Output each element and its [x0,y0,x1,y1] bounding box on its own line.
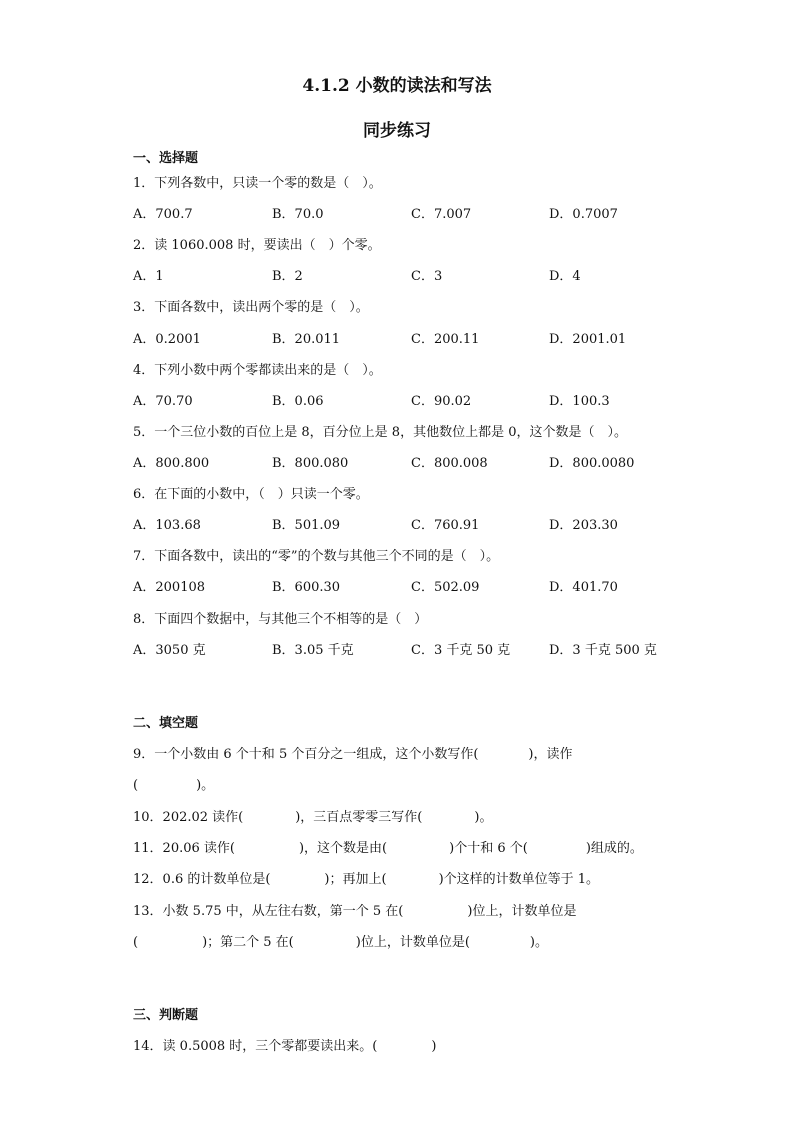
option-d: D．0.7007 [549,207,618,222]
section-heading-judge: 三、判断题 [133,1008,199,1023]
option-a: A．1 [133,269,164,284]
question-5: 5．一个三位小数的百位上是 8，百分位上是 8，其他数位上都是 0，这个数是（ ）。 [133,425,627,440]
question-3: 3．下面各数中，读出两个零的是（ ）。 [133,300,369,315]
question-11: 11．20.06 读作( )，这个数是由( )个十和 6 个( )组成的。 [133,841,643,856]
option-b: B．70.0 [272,207,324,222]
option-d: D．100.3 [549,394,610,409]
options-3 [133,328,733,348]
option-a: A．700.7 [133,207,193,222]
option-d: D．203.30 [549,518,618,533]
question-9-cont: ( )。 [133,778,215,793]
option-a: A．103.68 [133,518,201,533]
options-7 [133,576,733,596]
option-c: C．760.91 [411,518,480,533]
option-d: D．800.0080 [549,456,635,471]
option-a: A．800.800 [133,456,210,471]
question-14: 14．读 0.5008 时，三个零都要读出来。( ) [133,1039,437,1054]
question-13: 13．小数 5.75 中，从左往右数，第一个 5 在( )位上，计数单位是 [133,904,577,919]
option-b: B．3.05 千克 [272,643,354,658]
option-b: B．800.080 [272,456,349,471]
option-b: B．600.30 [272,580,341,595]
question-10: 10．202.02 读作( )，三百点零零三写作( )。 [133,810,493,825]
question-2: 2．读 1060.008 时，要读出（ ）个零。 [133,238,381,253]
option-a: A．200108 [133,580,206,595]
option-c: C．3 [411,269,443,284]
section-heading-choice: 一、选择题 [133,151,199,166]
section-heading-fill: 二、填空题 [133,716,199,731]
question-8: 8．下面四个数据中，与其他三个不相等的是（ ） [133,612,428,627]
option-d: D．2001.01 [549,332,627,347]
option-a: A．70.70 [133,394,193,409]
question-4: 4．下列小数中两个零都读出来的是（ ）。 [133,363,382,378]
option-a: A．0.2001 [133,332,201,347]
option-c: C．200.11 [411,332,480,347]
question-9: 9．一个小数由 6 个十和 5 个百分之一组成，这个小数写作( )，读作 [133,747,573,762]
question-7: 7．下面各数中，读出的“零”的个数与其他三个不同的是（ ）。 [133,549,500,564]
options-5 [133,452,733,472]
options-4 [133,390,733,410]
options-6 [133,514,733,534]
option-b: B．2 [272,269,303,284]
option-b: B．0.06 [272,394,324,409]
option-a: A．3050 克 [133,643,206,658]
options-2 [133,265,733,285]
option-d: D．401.70 [549,580,618,595]
option-c: C．90.02 [411,394,472,409]
option-b: B．20.011 [272,332,341,347]
question-1: 1．下列各数中，只读一个零的数是（ ）。 [133,176,382,191]
option-d: D．4 [549,269,581,284]
option-c: C．7.007 [411,207,472,222]
option-c: C．3 千克 50 克 [411,643,511,658]
options-1 [133,203,733,223]
option-c: C．502.09 [411,580,480,595]
option-b: B．501.09 [272,518,341,533]
question-12: 12．0.6 的计数单位是( )；再加上( )个这样的计数单位等于 1。 [133,872,600,887]
question-6: 6．在下面的小数中，（ ）只读一个零。 [133,487,369,502]
document-title: 4.1.2 小数的读法和写法 [302,76,492,96]
document-subtitle: 同步练习 [363,121,431,141]
question-13-cont: ( )；第二个 5 在( )位上，计数单位是( )。 [133,935,548,950]
option-d: D．3 千克 500 克 [549,643,657,658]
options-8 [133,639,733,659]
option-c: C．800.008 [411,456,488,471]
